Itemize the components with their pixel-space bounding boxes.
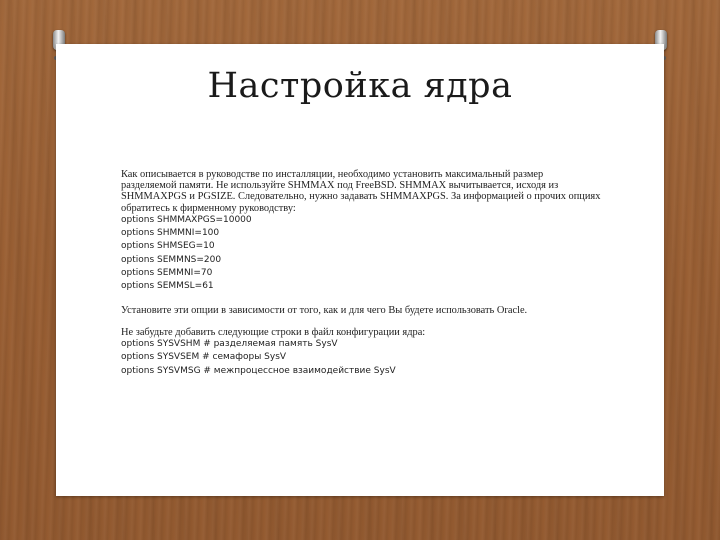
option-line: options SEMMNS=200 [121,254,222,265]
kernel-config-intro: Не забудьте добавить следующие строки в файл конфигурации ядра: [121,326,426,338]
option-line: options SEMMSL=61 [121,281,214,292]
intro-paragraph: Как описывается в руководстве по инсталляции, необходимо установить максимальный размер разделяемой памяти. Не используйте SHMMAX под FreeBSD. SHMMAX вычитывается, исходя из SHMMAXPGS и PGSIZE. Следовательно, нужно задавать SHMMAXPGS. За информацией о прочих опциях обратитесь к фирменному руководству: [121,169,601,214]
option-line: options SHMMAXPGS=10000 [121,214,252,225]
kernel-option-line: options SYSVMSG # межпроцессное взаимодействие SysV [121,365,396,376]
slide-title: Настройка ядра [207,66,513,106]
option-line: options SHMMNI=100 [121,228,220,239]
option-line: options SHMSEG=10 [121,241,215,252]
usage-note: Установите эти опции в зависимости от того, как и для чего Вы будете использовать Oracle. [121,304,528,316]
option-line: options SEMMNI=70 [121,268,213,278]
kernel-option-line: options SYSVSHM # разделяемая память SysV [121,339,338,349]
kernel-option-line: options SYSVSEM # семафоры SysV [121,352,287,363]
slide-body [121,169,601,378]
